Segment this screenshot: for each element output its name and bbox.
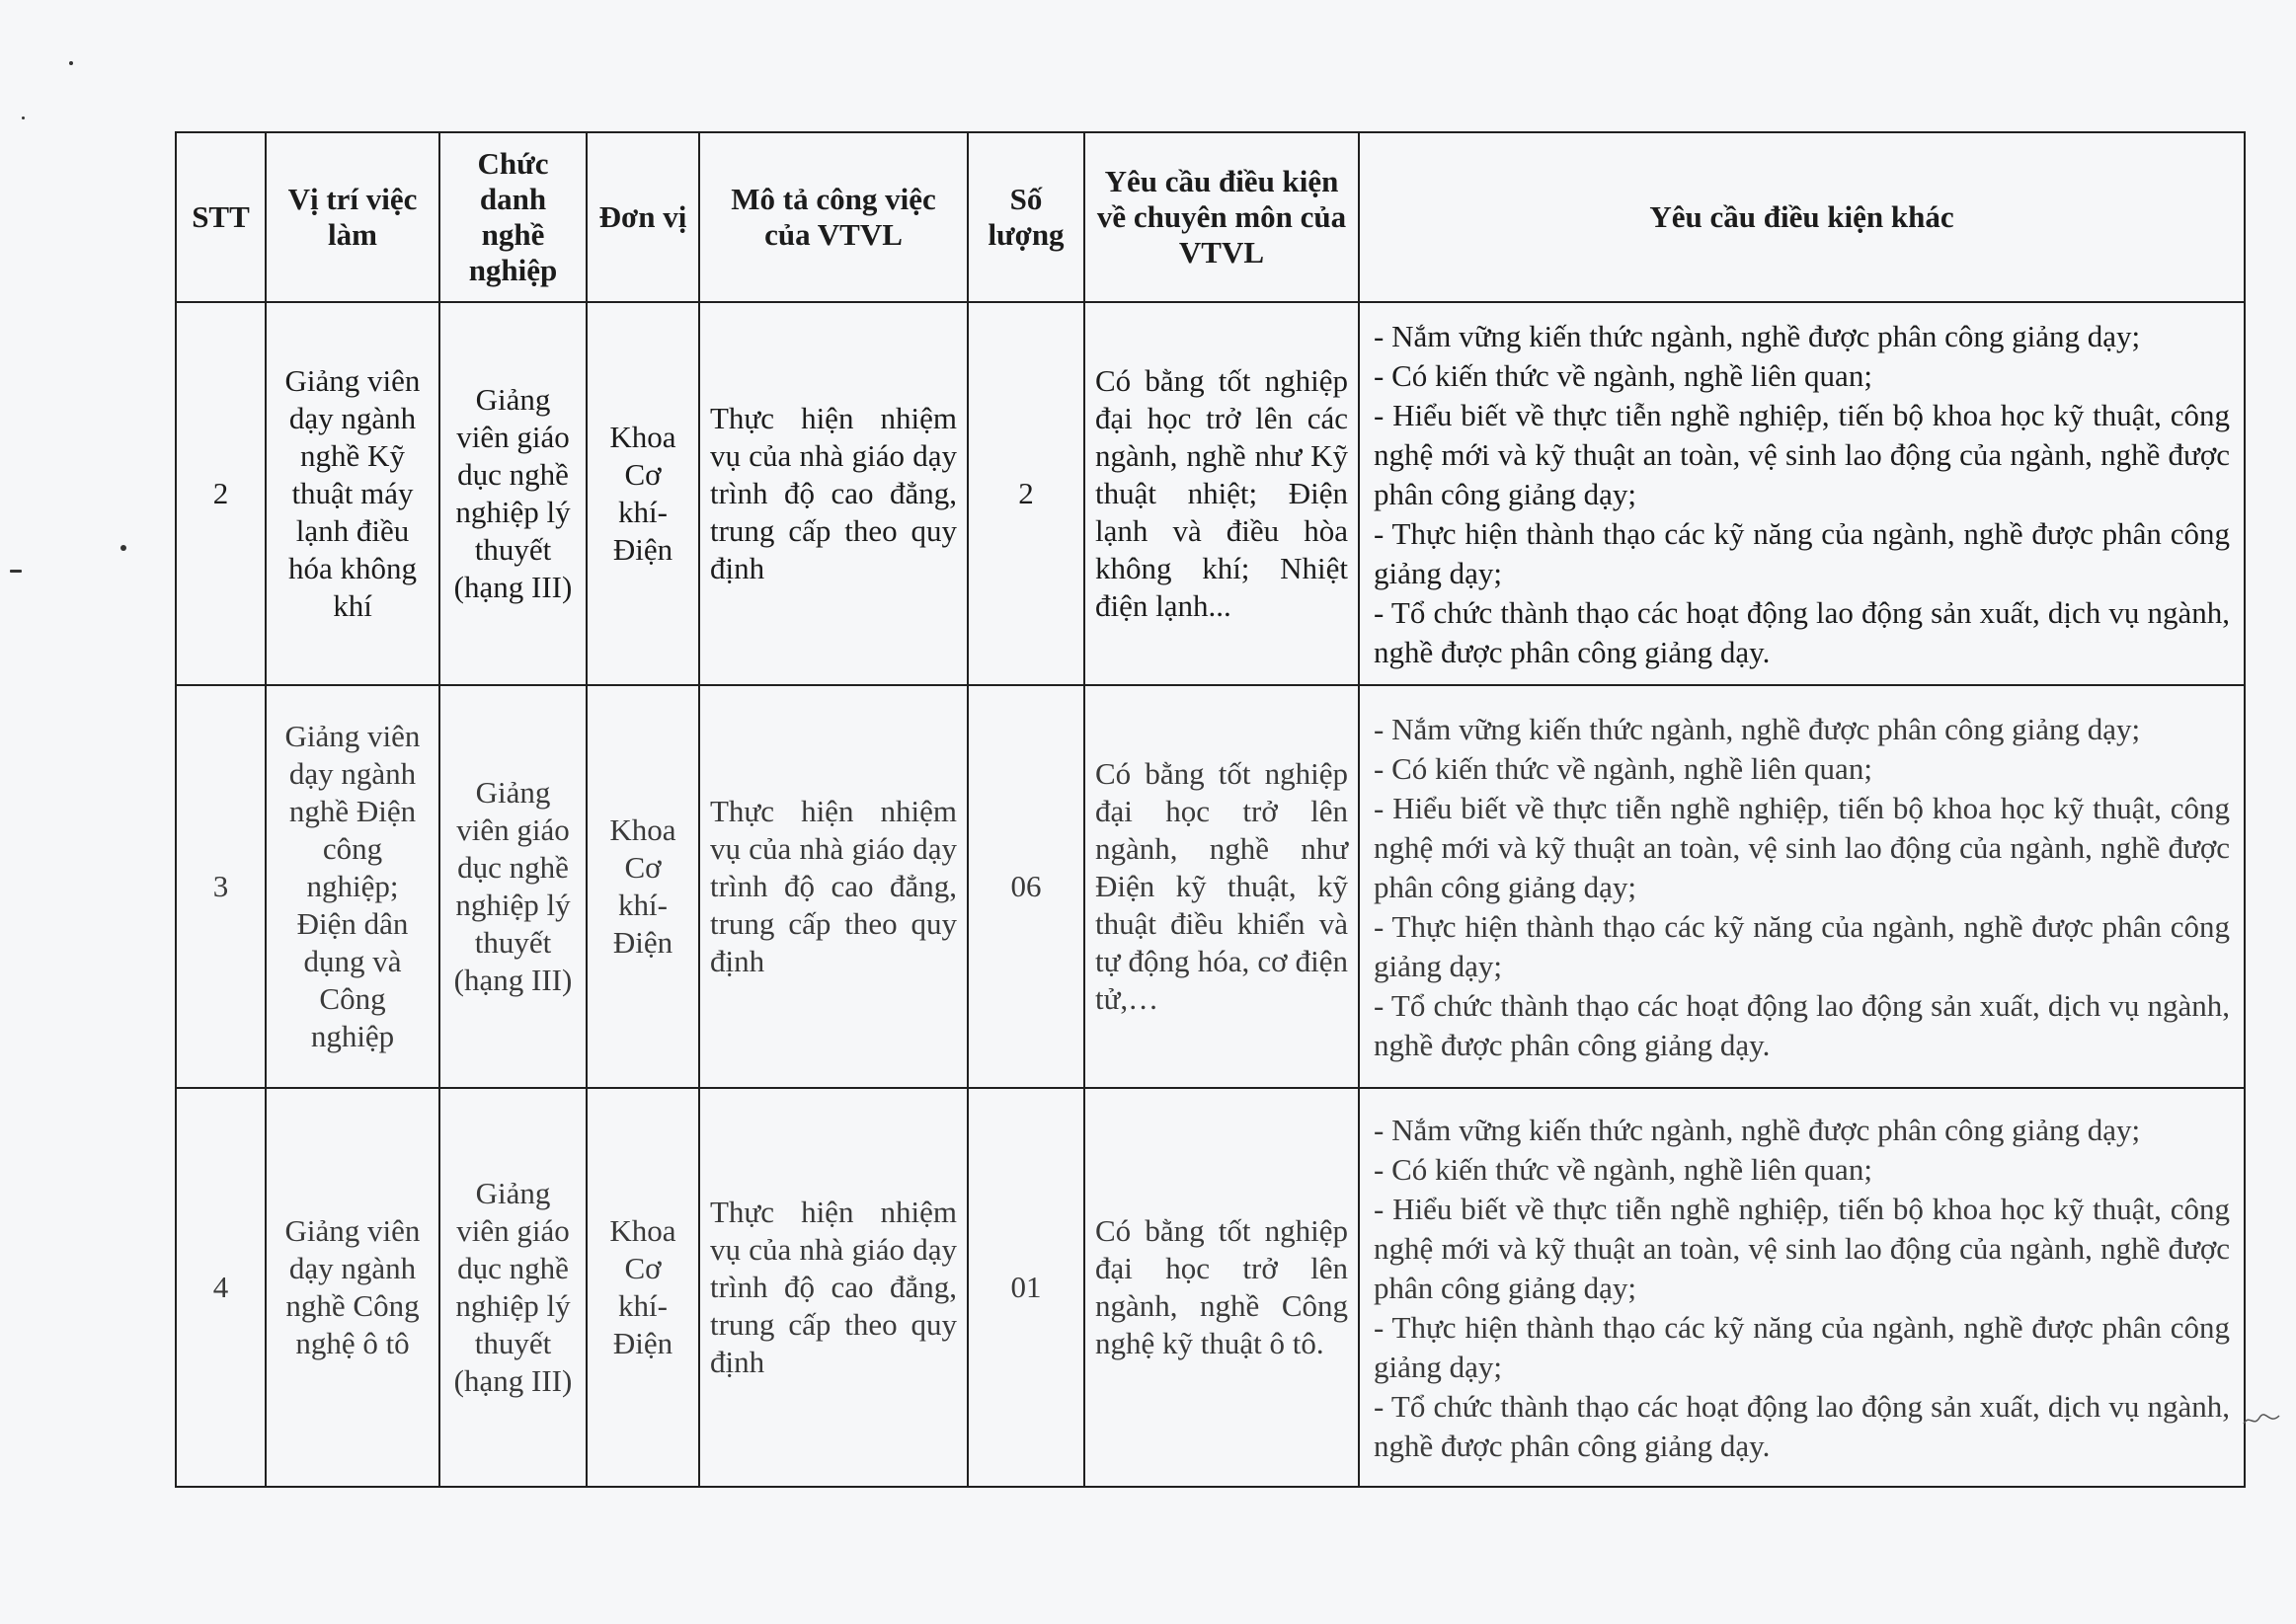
cell-professional-requirements: Có bằng tốt nghiệp đại học trở lên các ngành, nghề như Kỹ thuật nhiệt; Điện lạnh và điều hòa không khí; Nhiệt điện lạnh... — [1084, 302, 1359, 685]
scan-speck — [69, 61, 73, 65]
cell-unit: Khoa Cơ khí-Điện — [587, 302, 699, 685]
requirement-line: - Tổ chức thành thạo các hoạt động lao động sản xuất, dịch vụ ngành, nghề được phân công giảng dạy. — [1374, 595, 2230, 669]
scan-speck — [22, 116, 25, 119]
cell-stt: 4 — [176, 1088, 266, 1487]
table-header-row — [176, 132, 2245, 302]
requirement-line: - Có kiến thức về ngành, nghề liên quan; — [1374, 751, 1872, 786]
cell-position: Giảng viên dạy ngành nghề Công nghệ ô tô — [266, 1088, 439, 1487]
requirement-line: - Tổ chức thành thạo các hoạt động lao động sản xuất, dịch vụ ngành, nghề được phân công giảng dạy. — [1374, 1389, 2230, 1463]
table-row — [176, 685, 2245, 1088]
cell-other-requirements — [1359, 302, 2245, 685]
cell-unit: Khoa Cơ khí-Điện — [587, 1088, 699, 1487]
requirement-line: - Thực hiện thành thạo các kỹ năng của ngành, nghề được phân công giảng dạy; — [1374, 1310, 2230, 1384]
requirement-line: - Thực hiện thành thạo các kỹ năng của ngành, nghề được phân công giảng dạy; — [1374, 516, 2230, 590]
cell-stt: 3 — [176, 685, 266, 1088]
scan-speck — [10, 570, 22, 573]
cell-position: Giảng viên dạy ngành nghề Điện công nghiệp; Điện dân dụng và Công nghiệp — [266, 685, 439, 1088]
requirement-line: - Tổ chức thành thạo các hoạt động lao động sản xuất, dịch vụ ngành, nghề được phân công giảng dạy. — [1374, 988, 2230, 1062]
header-professional-requirements: Yêu cầu điều kiện về chuyên môn của VTVL — [1084, 132, 1359, 302]
header-quantity: Số lượng — [968, 132, 1084, 302]
cell-professional-requirements: Có bằng tốt nghiệp đại học trở lên ngành, nghề Công nghệ kỹ thuật ô tô. — [1084, 1088, 1359, 1487]
cell-title: Giảng viên giáo dục nghề nghiệp lý thuyết (hạng III) — [439, 302, 587, 685]
cell-stt: 2 — [176, 302, 266, 685]
cell-description: Thực hiện nhiệm vụ của nhà giáo dạy trình độ cao đẳng, trung cấp theo quy định — [699, 685, 968, 1088]
cell-professional-requirements: Có bằng tốt nghiệp đại học trở lên ngành, nghề như Điện kỹ thuật, kỹ thuật điều khiển và tự động hóa, cơ điện tử,… — [1084, 685, 1359, 1088]
cell-description: Thực hiện nhiệm vụ của nhà giáo dạy trình độ cao đẳng, trung cấp theo quy định — [699, 1088, 968, 1487]
requirement-line: - Nắm vững kiến thức ngành, nghề được phân công giảng dạy; — [1374, 319, 2141, 353]
initials-mark — [2242, 1410, 2281, 1430]
header-other-requirements: Yêu cầu điều kiện khác — [1359, 132, 2245, 302]
requirement-line: - Thực hiện thành thạo các kỹ năng của ngành, nghề được phân công giảng dạy; — [1374, 909, 2230, 983]
cell-quantity: 01 — [968, 1088, 1084, 1487]
header-unit: Đơn vị — [587, 132, 699, 302]
requirement-line: - Nắm vững kiến thức ngành, nghề được phân công giảng dạy; — [1374, 712, 2141, 746]
cell-position: Giảng viên dạy ngành nghề Kỹ thuật máy lạnh điều hóa không khí — [266, 302, 439, 685]
recruitment-table — [175, 131, 2246, 1488]
requirement-line: - Hiểu biết về thực tiễn nghề nghiệp, tiến bộ khoa học kỹ thuật, công nghệ mới và kỹ thuật an toàn, vệ sinh lao động của ngành, nghề được phân công giảng dạy; — [1374, 398, 2230, 511]
header-description: Mô tả công việc của VTVL — [699, 132, 968, 302]
requirement-line: - Hiểu biết về thực tiễn nghề nghiệp, tiến bộ khoa học kỹ thuật, công nghệ mới và kỹ thuật an toàn, vệ sinh lao động của ngành, nghề được phân công giảng dạy; — [1374, 1192, 2230, 1305]
cell-other-requirements — [1359, 685, 2245, 1088]
requirement-line: - Hiểu biết về thực tiễn nghề nghiệp, tiến bộ khoa học kỹ thuật, công nghệ mới và kỹ thuật an toàn, vệ sinh lao động của ngành, nghề được phân công giảng dạy; — [1374, 791, 2230, 904]
header-title: Chức danh nghề nghiệp — [439, 132, 587, 302]
header-position: Vị trí việc làm — [266, 132, 439, 302]
cell-title: Giảng viên giáo dục nghề nghiệp lý thuyết (hạng III) — [439, 1088, 587, 1487]
cell-other-requirements — [1359, 1088, 2245, 1487]
requirement-line: - Có kiến thức về ngành, nghề liên quan; — [1374, 358, 1872, 393]
cell-quantity: 2 — [968, 302, 1084, 685]
requirement-line: - Có kiến thức về ngành, nghề liên quan; — [1374, 1152, 1872, 1187]
header-stt: STT — [176, 132, 266, 302]
cell-quantity: 06 — [968, 685, 1084, 1088]
scan-speck — [120, 545, 126, 551]
requirement-line: - Nắm vững kiến thức ngành, nghề được phân công giảng dạy; — [1374, 1113, 2141, 1147]
table-row — [176, 1088, 2245, 1487]
cell-unit: Khoa Cơ khí-Điện — [587, 685, 699, 1088]
table-row — [176, 302, 2245, 685]
cell-description: Thực hiện nhiệm vụ của nhà giáo dạy trình độ cao đẳng, trung cấp theo quy định — [699, 302, 968, 685]
cell-title: Giảng viên giáo dục nghề nghiệp lý thuyết (hạng III) — [439, 685, 587, 1088]
